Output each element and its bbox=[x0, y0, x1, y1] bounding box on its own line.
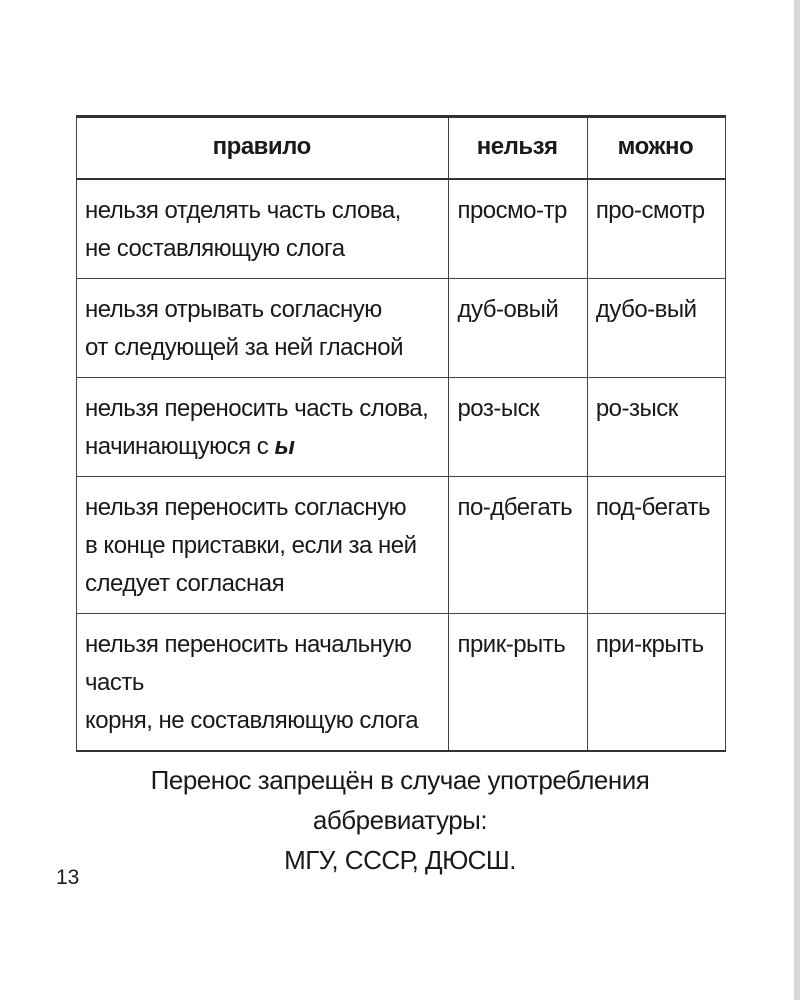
rule-text-line: нельзя переносить согласную bbox=[85, 494, 407, 521]
rule-text-line: корня, не составляющую слога bbox=[85, 707, 419, 734]
rule-text-line: нельзя переносить начальную часть bbox=[85, 631, 412, 696]
right-example: ро-зыск bbox=[587, 378, 725, 477]
rule-text-fragment: начинающуюся с bbox=[85, 433, 269, 460]
table-row bbox=[77, 477, 726, 614]
table-row bbox=[77, 378, 726, 477]
rule-cell bbox=[77, 614, 449, 752]
rule-cell bbox=[77, 279, 449, 378]
wrong-example: роз-ыск bbox=[449, 378, 587, 477]
right-example: под-бегать bbox=[587, 477, 725, 614]
hyphenation-rules-table bbox=[76, 115, 726, 752]
rule-text-line: нельзя отделять часть слова, bbox=[85, 197, 401, 224]
right-example: при-крыть bbox=[587, 614, 725, 752]
rule-text-line: нельзя отрывать согласную bbox=[85, 296, 382, 323]
rule-text-line: не составляющую слога bbox=[85, 235, 345, 262]
table-row bbox=[77, 614, 726, 752]
table-header-row bbox=[77, 117, 726, 180]
rule-text-line: следует согласная bbox=[85, 570, 285, 597]
table-row bbox=[77, 179, 726, 279]
page-edge bbox=[794, 0, 800, 1000]
note-line-2: МГУ, СССР, ДЮСШ. bbox=[284, 845, 516, 875]
rule-cell bbox=[77, 378, 449, 477]
emphasized-letter: ы bbox=[274, 433, 295, 460]
wrong-example: прик-рыть bbox=[449, 614, 587, 752]
rule-text-line: от следующей за ней гласной bbox=[85, 334, 403, 361]
note-line-1: Перенос запрещён в случае употребления аббревиатуры: bbox=[150, 765, 650, 835]
header-wrong: нельзя bbox=[449, 117, 587, 180]
header-right: можно bbox=[587, 117, 725, 180]
rule-cell bbox=[77, 477, 449, 614]
rule-text-line bbox=[85, 428, 438, 466]
header-rule: правило bbox=[77, 117, 449, 180]
abbreviation-note bbox=[100, 760, 700, 880]
rule-text-line: в конце приставки, если за ней bbox=[85, 532, 417, 559]
table-row bbox=[77, 279, 726, 378]
rule-cell bbox=[77, 179, 449, 279]
wrong-example: просмо-тр bbox=[449, 179, 587, 279]
rule-text-line: нельзя переносить часть слова, bbox=[85, 395, 429, 422]
page-number: 13 bbox=[56, 866, 80, 889]
right-example: дубо-вый bbox=[587, 279, 725, 378]
wrong-example: дуб-овый bbox=[449, 279, 587, 378]
wrong-example: по-дбегать bbox=[449, 477, 587, 614]
right-example: про-смотр bbox=[587, 179, 725, 279]
